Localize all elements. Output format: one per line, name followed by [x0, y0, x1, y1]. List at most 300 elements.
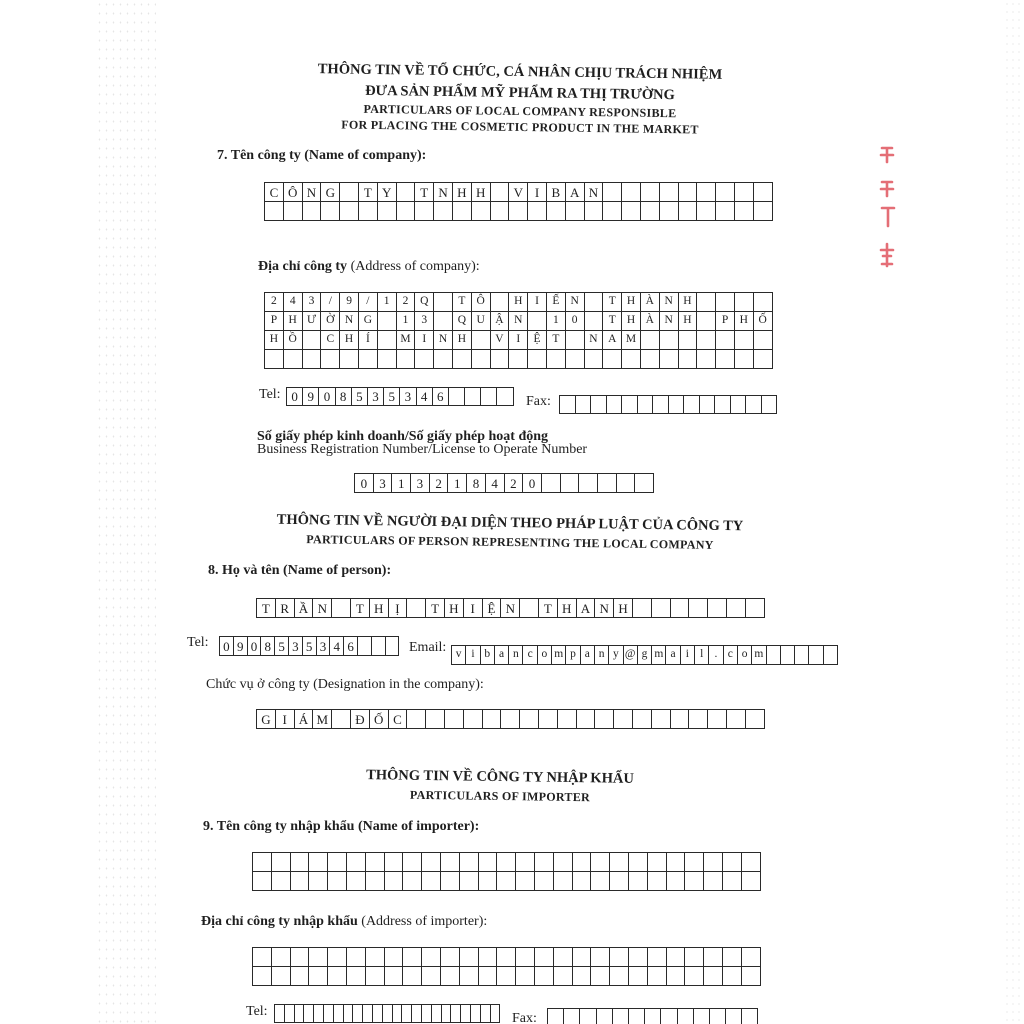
company-name-box[interactable]: G — [321, 183, 340, 202]
license-number-box[interactable] — [617, 474, 636, 493]
company-tel-box[interactable]: 4 — [417, 388, 433, 406]
company-name-box[interactable] — [622, 183, 641, 202]
company-address-box[interactable] — [716, 293, 735, 312]
company-name-box[interactable]: H — [472, 183, 491, 202]
person-name-field[interactable] — [256, 598, 765, 618]
importer-name-box[interactable] — [704, 872, 723, 891]
company-name-box[interactable]: C — [265, 183, 284, 202]
license-number-box[interactable] — [542, 474, 561, 493]
person-email-box[interactable]: . — [709, 646, 723, 665]
importer-tel-box[interactable] — [442, 1005, 452, 1023]
designation-box[interactable] — [501, 710, 520, 729]
person-name-box[interactable]: N — [313, 599, 332, 618]
person-email-box[interactable]: m — [752, 646, 766, 665]
person-email-box[interactable]: p — [566, 646, 580, 665]
company-address-box[interactable]: Ư — [303, 312, 322, 331]
company-address-box[interactable] — [566, 331, 585, 350]
company-address-box[interactable]: Ố — [754, 312, 773, 331]
company-name-box[interactable] — [359, 202, 378, 221]
person-tel-box[interactable]: 0 — [220, 637, 234, 656]
company-name-box[interactable] — [716, 183, 735, 202]
company-address-box[interactable]: P — [265, 312, 284, 331]
company-address-box[interactable]: M — [622, 331, 641, 350]
importer-name-box[interactable] — [309, 872, 328, 891]
designation-box[interactable] — [520, 710, 539, 729]
designation-box[interactable] — [633, 710, 652, 729]
person-email-box[interactable]: v — [452, 646, 466, 665]
person-name-box[interactable]: H — [445, 599, 464, 618]
person-name-box[interactable] — [652, 599, 671, 618]
person-email-box[interactable]: g — [638, 646, 652, 665]
importer-fax-box[interactable] — [742, 1009, 758, 1024]
company-name-field[interactable] — [264, 182, 773, 221]
importer-tel-box[interactable] — [334, 1005, 344, 1023]
company-address-box[interactable] — [679, 331, 698, 350]
person-email-box[interactable]: c — [523, 646, 537, 665]
importer-address-box[interactable] — [516, 967, 535, 986]
company-address-box[interactable] — [415, 350, 434, 369]
importer-tel-box[interactable] — [363, 1005, 373, 1023]
company-address-box[interactable]: H — [679, 293, 698, 312]
importer-address-box[interactable] — [704, 948, 723, 967]
importer-address-box[interactable] — [385, 948, 404, 967]
designation-box[interactable] — [708, 710, 727, 729]
importer-address-box[interactable] — [328, 948, 347, 967]
person-name-box[interactable]: H — [558, 599, 577, 618]
person-name-box[interactable]: H — [370, 599, 389, 618]
importer-name-box[interactable] — [610, 872, 629, 891]
importer-name-box[interactable] — [253, 853, 272, 872]
importer-tel-box[interactable] — [481, 1005, 491, 1023]
company-name-box[interactable]: N — [303, 183, 322, 202]
license-number-box[interactable] — [635, 474, 654, 493]
designation-box[interactable] — [671, 710, 690, 729]
company-address-box[interactable]: H — [622, 312, 641, 331]
company-address-box[interactable] — [359, 350, 378, 369]
company-tel-box[interactable]: 5 — [352, 388, 368, 406]
company-address-box[interactable] — [340, 350, 359, 369]
importer-address-box[interactable] — [723, 948, 742, 967]
company-address-box[interactable] — [265, 350, 284, 369]
person-tel-box[interactable] — [372, 637, 386, 656]
person-email-box[interactable] — [809, 646, 823, 665]
company-fax-box[interactable] — [669, 396, 685, 414]
person-tel-field[interactable] — [219, 636, 399, 656]
company-address-box[interactable]: H — [622, 293, 641, 312]
company-name-box[interactable] — [641, 183, 660, 202]
company-address-box[interactable]: H — [284, 312, 303, 331]
person-email-box[interactable]: c — [724, 646, 738, 665]
person-name-box[interactable] — [332, 599, 351, 618]
importer-address-box[interactable] — [366, 948, 385, 967]
importer-tel-box[interactable] — [422, 1005, 432, 1023]
company-address-box[interactable] — [472, 331, 491, 350]
company-address-box[interactable] — [754, 331, 773, 350]
person-tel-box[interactable]: 9 — [234, 637, 248, 656]
person-name-box[interactable]: N — [501, 599, 520, 618]
person-email-box[interactable] — [824, 646, 838, 665]
designation-box[interactable] — [332, 710, 351, 729]
importer-address-box[interactable] — [309, 948, 328, 967]
company-name-box[interactable] — [509, 202, 528, 221]
company-tel-field[interactable] — [286, 387, 514, 406]
importer-tel-box[interactable] — [461, 1005, 471, 1023]
importer-name-box[interactable] — [742, 853, 761, 872]
company-address-box[interactable]: / — [359, 293, 378, 312]
company-fax-box[interactable] — [591, 396, 607, 414]
importer-address-box[interactable] — [422, 967, 441, 986]
company-address-box[interactable]: Q — [453, 312, 472, 331]
company-name-box[interactable]: Ô — [284, 183, 303, 202]
person-name-box[interactable] — [708, 599, 727, 618]
importer-name-box[interactable] — [685, 872, 704, 891]
person-name-box[interactable]: H — [614, 599, 633, 618]
designation-box[interactable] — [445, 710, 464, 729]
importer-name-box[interactable] — [591, 872, 610, 891]
company-address-box[interactable]: 2 — [397, 293, 416, 312]
company-address-box[interactable] — [378, 331, 397, 350]
company-address-box[interactable] — [754, 350, 773, 369]
person-name-box[interactable]: T — [351, 599, 370, 618]
importer-name-box[interactable] — [441, 872, 460, 891]
person-tel-box[interactable]: 5 — [275, 637, 289, 656]
importer-name-box[interactable] — [723, 872, 742, 891]
company-name-box[interactable] — [603, 202, 622, 221]
importer-tel-box[interactable] — [344, 1005, 354, 1023]
company-address-box[interactable] — [735, 350, 754, 369]
person-name-box[interactable]: A — [577, 599, 596, 618]
importer-address-box[interactable] — [403, 948, 422, 967]
importer-address-box[interactable] — [347, 948, 366, 967]
importer-name-box[interactable] — [328, 853, 347, 872]
company-address-box[interactable] — [754, 293, 773, 312]
company-address-box[interactable] — [566, 350, 585, 369]
importer-address-field[interactable] — [252, 947, 761, 986]
person-email-box[interactable] — [795, 646, 809, 665]
importer-name-box[interactable] — [366, 853, 385, 872]
company-tel-box[interactable] — [497, 388, 513, 406]
company-address-box[interactable]: 3 — [415, 312, 434, 331]
importer-address-box[interactable] — [742, 948, 761, 967]
company-address-box[interactable]: N — [566, 293, 585, 312]
importer-name-box[interactable] — [272, 853, 291, 872]
company-address-box[interactable] — [716, 331, 735, 350]
company-address-box[interactable]: H — [453, 331, 472, 350]
importer-address-box[interactable] — [403, 967, 422, 986]
importer-address-box[interactable] — [648, 967, 667, 986]
company-address-box[interactable] — [660, 331, 679, 350]
person-tel-box[interactable]: 6 — [344, 637, 358, 656]
company-address-box[interactable]: U — [472, 312, 491, 331]
importer-address-box[interactable] — [460, 967, 479, 986]
importer-address-box[interactable] — [291, 967, 310, 986]
company-name-box[interactable] — [679, 183, 698, 202]
person-name-box[interactable] — [727, 599, 746, 618]
company-name-box[interactable]: H — [453, 183, 472, 202]
company-name-box[interactable] — [622, 202, 641, 221]
importer-name-box[interactable] — [441, 853, 460, 872]
person-tel-box[interactable]: 4 — [330, 637, 344, 656]
company-tel-box[interactable]: 3 — [368, 388, 384, 406]
person-name-box[interactable]: R — [276, 599, 295, 618]
company-name-box[interactable] — [491, 202, 510, 221]
importer-address-box[interactable] — [648, 948, 667, 967]
importer-name-box[interactable] — [535, 853, 554, 872]
importer-name-field[interactable] — [252, 852, 761, 891]
importer-name-box[interactable] — [497, 872, 516, 891]
company-address-box[interactable]: T — [603, 293, 622, 312]
license-number-box[interactable]: 1 — [392, 474, 411, 493]
company-address-box[interactable] — [509, 350, 528, 369]
importer-address-box[interactable] — [573, 948, 592, 967]
person-name-box[interactable]: T — [426, 599, 445, 618]
importer-address-box[interactable] — [422, 948, 441, 967]
designation-box[interactable] — [483, 710, 502, 729]
company-address-box[interactable]: 9 — [340, 293, 359, 312]
company-address-box[interactable]: Ờ — [321, 312, 340, 331]
company-address-box[interactable]: Ồ — [284, 331, 303, 350]
company-address-box[interactable]: T — [453, 293, 472, 312]
designation-box[interactable] — [558, 710, 577, 729]
company-tel-box[interactable]: 0 — [287, 388, 303, 406]
company-address-box[interactable]: Ô — [472, 293, 491, 312]
person-email-box[interactable]: @ — [624, 646, 638, 665]
importer-name-box[interactable] — [742, 872, 761, 891]
importer-fax-box[interactable] — [564, 1009, 580, 1024]
company-address-box[interactable] — [716, 350, 735, 369]
company-name-box[interactable]: V — [509, 183, 528, 202]
importer-tel-box[interactable] — [412, 1005, 422, 1023]
person-email-box[interactable]: n — [509, 646, 523, 665]
importer-fax-box[interactable] — [726, 1009, 742, 1024]
company-address-box[interactable] — [434, 350, 453, 369]
company-name-box[interactable] — [284, 202, 303, 221]
importer-name-box[interactable] — [291, 853, 310, 872]
person-email-box[interactable]: o — [738, 646, 752, 665]
company-fax-box[interactable] — [762, 396, 778, 414]
importer-address-box[interactable] — [516, 948, 535, 967]
company-fax-box[interactable] — [607, 396, 623, 414]
person-email-box[interactable]: i — [681, 646, 695, 665]
person-name-box[interactable] — [671, 599, 690, 618]
company-address-box[interactable]: T — [603, 312, 622, 331]
importer-name-box[interactable] — [366, 872, 385, 891]
company-fax-box[interactable] — [700, 396, 716, 414]
importer-name-box[interactable] — [685, 853, 704, 872]
designation-box[interactable]: M — [313, 710, 332, 729]
importer-name-box[interactable] — [347, 853, 366, 872]
importer-fax-box[interactable] — [678, 1009, 694, 1024]
company-address-box[interactable] — [641, 331, 660, 350]
company-fax-box[interactable] — [684, 396, 700, 414]
person-tel-box[interactable]: 3 — [317, 637, 331, 656]
designation-box[interactable] — [652, 710, 671, 729]
person-name-box[interactable]: I — [464, 599, 483, 618]
company-address-box[interactable] — [453, 350, 472, 369]
importer-address-box[interactable] — [441, 948, 460, 967]
company-name-box[interactable] — [453, 202, 472, 221]
company-address-box[interactable]: 4 — [284, 293, 303, 312]
importer-tel-box[interactable] — [471, 1005, 481, 1023]
company-address-box[interactable]: 2 — [265, 293, 284, 312]
company-address-box[interactable]: H — [679, 312, 698, 331]
importer-address-box[interactable] — [554, 967, 573, 986]
importer-name-box[interactable] — [291, 872, 310, 891]
person-email-field[interactable] — [451, 645, 838, 665]
importer-address-box[interactable] — [685, 948, 704, 967]
importer-address-box[interactable] — [610, 967, 629, 986]
company-name-box[interactable] — [528, 202, 547, 221]
company-fax-box[interactable] — [638, 396, 654, 414]
importer-name-box[interactable] — [516, 853, 535, 872]
company-address-box[interactable] — [378, 312, 397, 331]
company-fax-box[interactable] — [731, 396, 747, 414]
person-tel-box[interactable] — [386, 637, 400, 656]
company-address-box[interactable]: T — [547, 331, 566, 350]
company-address-box[interactable]: 1 — [397, 312, 416, 331]
company-address-box[interactable]: V — [491, 331, 510, 350]
person-name-box[interactable]: Ầ — [295, 599, 314, 618]
importer-name-box[interactable] — [516, 872, 535, 891]
person-tel-box[interactable]: 8 — [261, 637, 275, 656]
importer-name-box[interactable] — [648, 872, 667, 891]
company-address-box[interactable]: H — [509, 293, 528, 312]
license-number-box[interactable]: 0 — [355, 474, 374, 493]
company-name-box[interactable]: I — [528, 183, 547, 202]
importer-address-box[interactable] — [291, 948, 310, 967]
company-address-box[interactable] — [585, 312, 604, 331]
company-address-box[interactable]: 1 — [378, 293, 397, 312]
person-tel-box[interactable]: 3 — [289, 637, 303, 656]
person-email-box[interactable]: o — [538, 646, 552, 665]
company-name-box[interactable] — [566, 202, 585, 221]
company-address-box[interactable]: / — [321, 293, 340, 312]
company-name-box[interactable]: T — [359, 183, 378, 202]
importer-name-box[interactable] — [648, 853, 667, 872]
importer-tel-box[interactable] — [402, 1005, 412, 1023]
company-address-box[interactable] — [697, 293, 716, 312]
person-name-box[interactable] — [746, 599, 765, 618]
company-address-box[interactable] — [321, 350, 340, 369]
person-name-box[interactable] — [520, 599, 539, 618]
importer-name-box[interactable] — [479, 853, 498, 872]
person-name-box[interactable]: T — [539, 599, 558, 618]
person-name-box[interactable] — [689, 599, 708, 618]
company-address-box[interactable] — [697, 312, 716, 331]
importer-address-box[interactable] — [667, 948, 686, 967]
company-address-box[interactable]: Í — [359, 331, 378, 350]
importer-tel-box[interactable] — [451, 1005, 461, 1023]
importer-name-box[interactable] — [403, 853, 422, 872]
company-tel-box[interactable]: 8 — [336, 388, 352, 406]
company-address-box[interactable]: À — [641, 293, 660, 312]
person-tel-box[interactable]: 5 — [303, 637, 317, 656]
company-address-box[interactable] — [585, 350, 604, 369]
company-address-box[interactable]: H — [340, 331, 359, 350]
company-address-box[interactable]: H — [735, 312, 754, 331]
company-address-box[interactable]: N — [340, 312, 359, 331]
designation-box[interactable] — [689, 710, 708, 729]
importer-name-box[interactable] — [347, 872, 366, 891]
company-name-box[interactable]: B — [547, 183, 566, 202]
license-number-field[interactable] — [354, 473, 654, 493]
person-name-box[interactable]: T — [257, 599, 276, 618]
importer-address-box[interactable] — [591, 948, 610, 967]
company-name-box[interactable] — [641, 202, 660, 221]
company-address-box[interactable]: N — [660, 312, 679, 331]
designation-box[interactable]: I — [276, 710, 295, 729]
importer-address-box[interactable] — [328, 967, 347, 986]
company-address-box[interactable] — [547, 350, 566, 369]
company-address-box[interactable] — [378, 350, 397, 369]
license-number-box[interactable]: 0 — [523, 474, 542, 493]
company-address-box[interactable] — [735, 331, 754, 350]
importer-address-box[interactable] — [704, 967, 723, 986]
importer-address-box[interactable] — [347, 967, 366, 986]
company-address-box[interactable] — [434, 312, 453, 331]
importer-name-box[interactable] — [629, 872, 648, 891]
company-address-box[interactable] — [303, 331, 322, 350]
importer-name-box[interactable] — [573, 872, 592, 891]
importer-address-box[interactable] — [366, 967, 385, 986]
company-name-box[interactable] — [754, 183, 773, 202]
company-address-box[interactable]: N — [585, 331, 604, 350]
designation-box[interactable] — [407, 710, 426, 729]
importer-fax-box[interactable] — [613, 1009, 629, 1024]
company-tel-box[interactable]: 5 — [384, 388, 400, 406]
company-address-box[interactable] — [697, 350, 716, 369]
importer-fax-box[interactable] — [597, 1009, 613, 1024]
importer-fax-box[interactable] — [645, 1009, 661, 1024]
importer-name-box[interactable] — [422, 872, 441, 891]
importer-name-box[interactable] — [385, 872, 404, 891]
importer-name-box[interactable] — [554, 872, 573, 891]
company-name-box[interactable] — [340, 183, 359, 202]
company-name-box[interactable] — [754, 202, 773, 221]
importer-tel-box[interactable] — [285, 1005, 295, 1023]
person-email-box[interactable]: b — [481, 646, 495, 665]
designation-box[interactable]: Á — [295, 710, 314, 729]
importer-fax-box[interactable] — [580, 1009, 596, 1024]
importer-tel-box[interactable] — [491, 1005, 501, 1023]
company-address-box[interactable] — [641, 350, 660, 369]
person-tel-box[interactable]: 0 — [248, 637, 262, 656]
importer-tel-box[interactable] — [275, 1005, 285, 1023]
license-number-box[interactable]: 8 — [467, 474, 486, 493]
company-address-box[interactable] — [679, 350, 698, 369]
company-tel-box[interactable]: 3 — [400, 388, 416, 406]
company-address-box[interactable]: P — [716, 312, 735, 331]
company-fax-box[interactable] — [715, 396, 731, 414]
company-tel-box[interactable]: 9 — [303, 388, 319, 406]
company-name-box[interactable] — [340, 202, 359, 221]
importer-name-box[interactable] — [403, 872, 422, 891]
designation-box[interactable] — [464, 710, 483, 729]
company-name-box[interactable] — [265, 202, 284, 221]
company-address-box[interactable] — [660, 350, 679, 369]
importer-tel-box[interactable] — [295, 1005, 305, 1023]
person-email-box[interactable]: a — [581, 646, 595, 665]
importer-fax-box[interactable] — [629, 1009, 645, 1024]
importer-fax-field[interactable] — [547, 1008, 758, 1024]
person-email-box[interactable]: l — [695, 646, 709, 665]
person-email-box[interactable]: a — [495, 646, 509, 665]
importer-address-box[interactable] — [460, 948, 479, 967]
importer-name-box[interactable] — [723, 853, 742, 872]
importer-tel-box[interactable] — [393, 1005, 403, 1023]
license-number-box[interactable]: 2 — [430, 474, 449, 493]
importer-address-box[interactable] — [685, 967, 704, 986]
